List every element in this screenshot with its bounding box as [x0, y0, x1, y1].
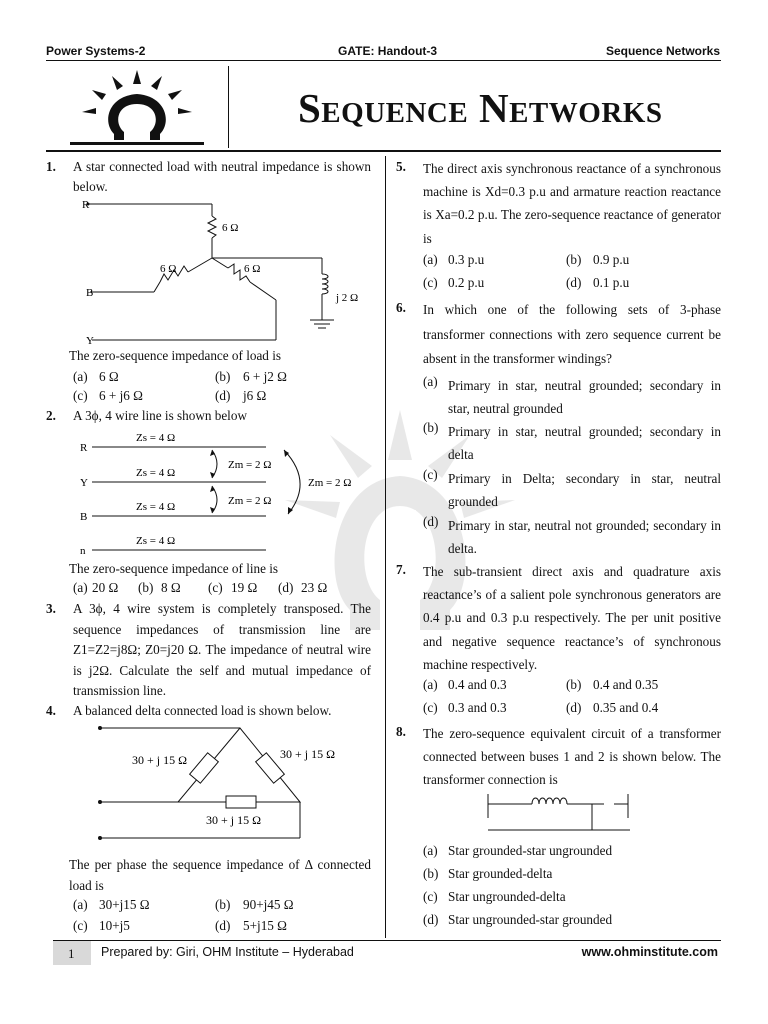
q7-option-c: 0.3 and 0.3: [448, 700, 507, 715]
question-7-text: The sub-transient direct axis and quadrature axis reactance’s of a salient pole synchronous generators are 0.4 p.u and 0.3 p.u respectively. The per unit positive and negative sequence reactance’s of synchronous machine respectively.: [423, 564, 721, 672]
header-handout: GATE: Handout-3: [338, 44, 438, 58]
question-1-prompt: The zero-sequence impedance of load is: [69, 348, 281, 363]
q7-option-d: 0.35 and 0.4: [593, 700, 659, 715]
q1-label-y: Y: [86, 335, 94, 346]
q2-label-y: Y: [80, 477, 88, 489]
q6-option-a-key: (a): [423, 374, 438, 389]
question-2-prompt: The zero-sequence impedance of line is: [69, 561, 279, 576]
question-3-text: A 3ϕ, 4 wire system is completely transposed. The sequence impedances of transmission line are Z1=Z2=j8Ω; Z0=j20 Ω. The impedance of neutral wire is j2Ω. Calculate the self and mutual impedance of transmission line.: [73, 601, 371, 699]
q2-option-d: 23 Ω: [301, 580, 328, 595]
question-2-number: 2.: [46, 408, 56, 423]
q4-option-c-key: (c): [73, 918, 88, 933]
q2-zs-r: Zs = 4 Ω: [136, 432, 176, 444]
q4-option-d-key: (d): [215, 918, 231, 933]
q1-option-b-key: (b): [215, 369, 231, 384]
q2-option-b-key: (b): [138, 580, 154, 595]
q2-zm-2: Zm = 2 Ω: [228, 495, 272, 507]
q5-option-d: 0.1 p.u: [593, 275, 630, 290]
q1-label-z1: 6 Ω: [222, 222, 239, 234]
question-1-text: A star connected load with neutral impedance is shown below.: [73, 159, 371, 194]
q2-option-b: 8 Ω: [161, 580, 181, 595]
q8-option-c: Star ungrounded-delta: [448, 889, 566, 904]
page-number: 1: [68, 946, 75, 961]
question-4-text: A balanced delta connected load is shown below.: [73, 703, 332, 718]
q6-option-b: Primary in star, neutral grounded; secondary in delta: [448, 424, 721, 462]
q1-option-b: 6 + j2 Ω: [243, 369, 287, 384]
q5-option-b-key: (b): [566, 252, 582, 267]
q4-option-b-key: (b): [215, 897, 231, 912]
question-2-text: A 3ϕ, 4 wire line is shown below: [73, 408, 247, 423]
q4-option-d: 5+j15 Ω: [243, 918, 287, 933]
q2-label-n: n: [80, 545, 86, 557]
q8-option-b-key: (b): [423, 866, 439, 881]
q2-zs-y: Zs = 4 Ω: [136, 467, 176, 479]
q7-option-a: 0.4 and 0.3: [448, 677, 507, 692]
question-7-number: 7.: [396, 562, 406, 577]
q4-delta-figure: [92, 720, 362, 846]
q1-option-c-key: (c): [73, 388, 88, 403]
q2-option-a: 20 Ω: [92, 580, 119, 595]
q6-option-d-key: (d): [423, 514, 439, 529]
q2-zs-b: Zs = 4 Ω: [136, 501, 176, 513]
q7-option-b: 0.4 and 0.35: [593, 677, 659, 692]
q1-option-a: 6 Ω: [99, 369, 119, 384]
q2-label-r: R: [80, 442, 88, 454]
footer-rule: [53, 940, 721, 941]
q7-option-c-key: (c): [423, 700, 438, 715]
header-rule: [46, 60, 721, 61]
question-3-number: 3.: [46, 601, 56, 616]
q6-option-d: Primary in star, neutral not grounded; secondary in delta.: [448, 518, 721, 556]
ohm-logo: [64, 64, 210, 148]
question-4-number: 4.: [46, 703, 56, 718]
q5-option-b: 0.9 p.u: [593, 252, 630, 267]
q4-option-b: 90+j45 Ω: [243, 897, 294, 912]
q6-option-b-key: (b): [423, 420, 439, 435]
q5-option-a-key: (a): [423, 252, 438, 267]
question-8-number: 8.: [396, 724, 406, 739]
header-topic: Sequence Networks: [605, 44, 720, 58]
q1-option-d-key: (d): [215, 388, 231, 403]
header-subject: Power Systems-2: [46, 44, 146, 58]
footer-website: www.ohminstitute.com: [581, 945, 718, 959]
q2-zm-3: Zm = 2 Ω: [308, 477, 352, 489]
q8-option-d: Star ungrounded-star grounded: [448, 912, 613, 927]
q4-option-a-key: (a): [73, 897, 88, 912]
q4-z-left: 30 + j 15 Ω: [132, 753, 188, 767]
q5-option-d-key: (d): [566, 275, 582, 290]
question-5-text: The direct axis synchronous reactance of a synchronous machine is Xd=0.3 p.u and armature reaction reactance is Xa=0.2 p.u. The zero-sequence reactance of generator is: [423, 161, 721, 246]
q2-zm-1: Zm = 2 Ω: [228, 459, 272, 471]
q8-option-c-key: (c): [423, 889, 438, 904]
q1-option-d: j6 Ω: [243, 388, 267, 403]
q2-line-figure: [76, 426, 376, 558]
question-6-number: 6.: [396, 300, 406, 315]
q8-option-d-key: (d): [423, 912, 439, 927]
page-title: Sequence Networks: [298, 85, 663, 131]
question-4-prompt: The per phase the sequence impedance of Δ connected load is: [69, 857, 371, 893]
q2-option-a-key: (a): [73, 580, 88, 595]
q2-option-c: 19 Ω: [231, 580, 258, 595]
q8-option-a: Star grounded-star ungrounded: [448, 843, 613, 858]
q5-option-c-key: (c): [423, 275, 438, 290]
footer-credit: Prepared by: Giri, OHM Institute – Hyderabad: [101, 945, 354, 959]
q1-option-a-key: (a): [73, 369, 88, 384]
q2-option-d-key: (d): [278, 580, 294, 595]
q1-option-c: 6 + j6 Ω: [99, 388, 143, 403]
question-6-text: In which one of the following sets of 3-phase transformer connections with zero sequence current be absent in the transformer windings?: [423, 302, 721, 366]
q4-z-bottom: 30 + j 15 Ω: [206, 813, 262, 827]
q2-zs-n: Zs = 4 Ω: [136, 535, 176, 547]
q6-option-c: Primary in Delta; secondary in star, neutral grounded: [448, 471, 721, 509]
q1-label-zn: j 2 Ω: [336, 292, 359, 304]
q5-option-a: 0.3 p.u: [448, 252, 485, 267]
q1-label-b: B: [86, 287, 94, 299]
q5-option-c: 0.2 p.u: [448, 275, 485, 290]
q7-option-a-key: (a): [423, 677, 438, 692]
q4-option-a: 30+j15 Ω: [99, 897, 150, 912]
title-rule: [46, 150, 721, 152]
q2-label-b: B: [80, 511, 88, 523]
question-5-number: 5.: [396, 159, 406, 174]
q1-label-z3: 6 Ω: [244, 263, 261, 275]
q4-z-right: 30 + j 15 Ω: [280, 747, 336, 761]
question-1-number: 1.: [46, 159, 56, 174]
q8-option-b: Star grounded-delta: [448, 866, 553, 881]
q7-option-d-key: (d): [566, 700, 582, 715]
q6-option-a: Primary in star, neutral grounded; secondary in star, neutral grounded: [448, 378, 721, 416]
q6-option-c-key: (c): [423, 467, 438, 482]
q8-zero-sequence-circuit: [484, 790, 634, 836]
q1-label-z2: 6 Ω: [160, 263, 177, 275]
question-8-text: The zero-sequence equivalent circuit of a transformer connected between buses 1 and 2 is shown below. The transformer connection is: [423, 726, 721, 788]
q1-star-load-figure: [78, 194, 378, 346]
q8-option-a-key: (a): [423, 843, 438, 858]
logo-divider: [228, 66, 229, 148]
q1-label-r: R: [82, 199, 90, 211]
q2-option-c-key: (c): [208, 580, 223, 595]
column-divider: [385, 156, 386, 938]
q7-option-b-key: (b): [566, 677, 582, 692]
q4-option-c: 10+j5: [99, 918, 130, 933]
